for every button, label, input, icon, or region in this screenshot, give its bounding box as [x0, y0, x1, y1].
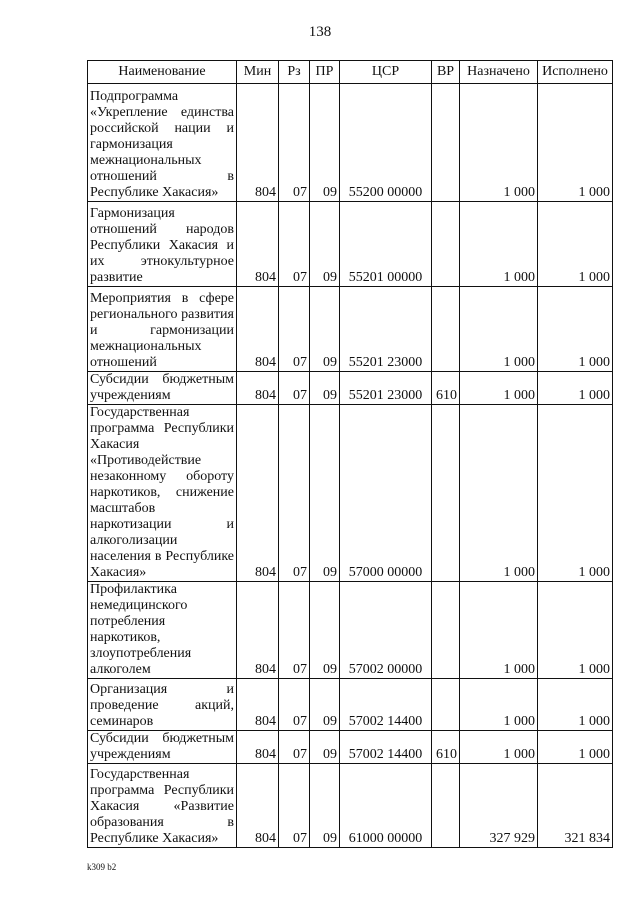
row-rz: 07: [279, 679, 310, 731]
row-executed: 321 834: [538, 764, 613, 848]
table-row: [88, 582, 613, 679]
row-executed: 1 000: [538, 679, 613, 731]
row-rz: 07: [279, 731, 310, 764]
row-csr: 55200 00000: [340, 84, 432, 202]
row-name: Мероприятия в сфере регионального развития и гармонизации межнациональных отношений: [88, 287, 237, 372]
row-pr: 09: [310, 679, 340, 731]
row-rz: 07: [279, 582, 310, 679]
table-row: [88, 287, 613, 372]
row-vr: [432, 287, 460, 372]
header-name: Наименование: [88, 61, 237, 84]
row-name: Государственная программа Республики Хакасия «Развитие образования в Республике Хакасия»: [88, 764, 237, 848]
row-csr: 57002 14400: [340, 731, 432, 764]
row-csr: 57002 00000: [340, 582, 432, 679]
row-assigned: 1 000: [460, 731, 538, 764]
header-min: Мин: [237, 61, 279, 84]
row-vr: [432, 405, 460, 582]
row-name: Подпрограмма «Укрепление единства российской нации и гармонизация межнациональных отношений в Республике Хакасия»: [88, 84, 237, 202]
row-assigned: 1 000: [460, 287, 538, 372]
row-pr: 09: [310, 582, 340, 679]
row-min: 804: [237, 287, 279, 372]
row-executed: 1 000: [538, 405, 613, 582]
row-name: Гармонизация отношений народов Республики Хакасия и их этнокультурное развитие: [88, 202, 237, 287]
header-vr: ВР: [432, 61, 460, 84]
row-csr: 57002 14400: [340, 679, 432, 731]
row-assigned: 1 000: [460, 679, 538, 731]
row-assigned: 1 000: [460, 372, 538, 405]
header-executed: Исполнено: [538, 61, 613, 84]
row-vr: [432, 764, 460, 848]
row-executed: 1 000: [538, 582, 613, 679]
header-rz: Рз: [279, 61, 310, 84]
table-row: [88, 84, 613, 202]
row-pr: 09: [310, 84, 340, 202]
row-pr: 09: [310, 202, 340, 287]
table-row: [88, 405, 613, 582]
row-assigned: 1 000: [460, 202, 538, 287]
row-csr: 55201 23000: [340, 372, 432, 405]
row-vr: [432, 679, 460, 731]
row-csr: 57000 00000: [340, 405, 432, 582]
row-rz: 07: [279, 84, 310, 202]
row-executed: 1 000: [538, 287, 613, 372]
row-executed: 1 000: [538, 202, 613, 287]
row-min: 804: [237, 582, 279, 679]
row-min: 804: [237, 372, 279, 405]
row-min: 804: [237, 764, 279, 848]
row-pr: 09: [310, 287, 340, 372]
row-name: Профилактика немедицинского потребления наркотиков, злоупотребления алкоголем: [88, 582, 237, 679]
row-assigned: 1 000: [460, 84, 538, 202]
row-name: Государственная программа Республики Хакасия «Противодействие незаконному обороту наркотиков, снижение масштабов наркотизации и алкоголизации населения в Республике Хакасия»: [88, 405, 237, 582]
row-pr: 09: [310, 731, 340, 764]
row-csr: 61000 00000: [340, 764, 432, 848]
budget-table: [87, 60, 613, 848]
row-name: Субсидии бюджетным учреждениям: [88, 731, 237, 764]
row-vr: 610: [432, 731, 460, 764]
table-row: [88, 679, 613, 731]
header-pr: ПР: [310, 61, 340, 84]
row-rz: 07: [279, 764, 310, 848]
row-executed: 1 000: [538, 372, 613, 405]
header-csr: ЦСР: [340, 61, 432, 84]
row-assigned: 1 000: [460, 405, 538, 582]
row-executed: 1 000: [538, 731, 613, 764]
row-rz: 07: [279, 405, 310, 582]
row-csr: 55201 00000: [340, 202, 432, 287]
table-row: [88, 764, 613, 848]
row-min: 804: [237, 405, 279, 582]
footer-code: k309 b2: [87, 862, 117, 872]
row-min: 804: [237, 202, 279, 287]
row-pr: 09: [310, 764, 340, 848]
row-min: 804: [237, 679, 279, 731]
row-vr: [432, 202, 460, 287]
row-rz: 07: [279, 372, 310, 405]
row-pr: 09: [310, 372, 340, 405]
row-vr: [432, 582, 460, 679]
row-rz: 07: [279, 202, 310, 287]
row-assigned: 1 000: [460, 582, 538, 679]
table-row: [88, 202, 613, 287]
row-min: 804: [237, 84, 279, 202]
row-name: Организация и проведение акций, семинаров: [88, 679, 237, 731]
row-min: 804: [237, 731, 279, 764]
row-assigned: 327 929: [460, 764, 538, 848]
table-header-row: [88, 61, 613, 84]
header-assigned: Назначено: [460, 61, 538, 84]
row-executed: 1 000: [538, 84, 613, 202]
table-row: [88, 372, 613, 405]
page-number: 138: [308, 24, 332, 40]
row-vr: [432, 84, 460, 202]
table-row: [88, 731, 613, 764]
row-rz: 07: [279, 287, 310, 372]
row-name: Субсидии бюджетным учреждениям: [88, 372, 237, 405]
row-csr: 55201 23000: [340, 287, 432, 372]
row-pr: 09: [310, 405, 340, 582]
row-vr: 610: [432, 372, 460, 405]
